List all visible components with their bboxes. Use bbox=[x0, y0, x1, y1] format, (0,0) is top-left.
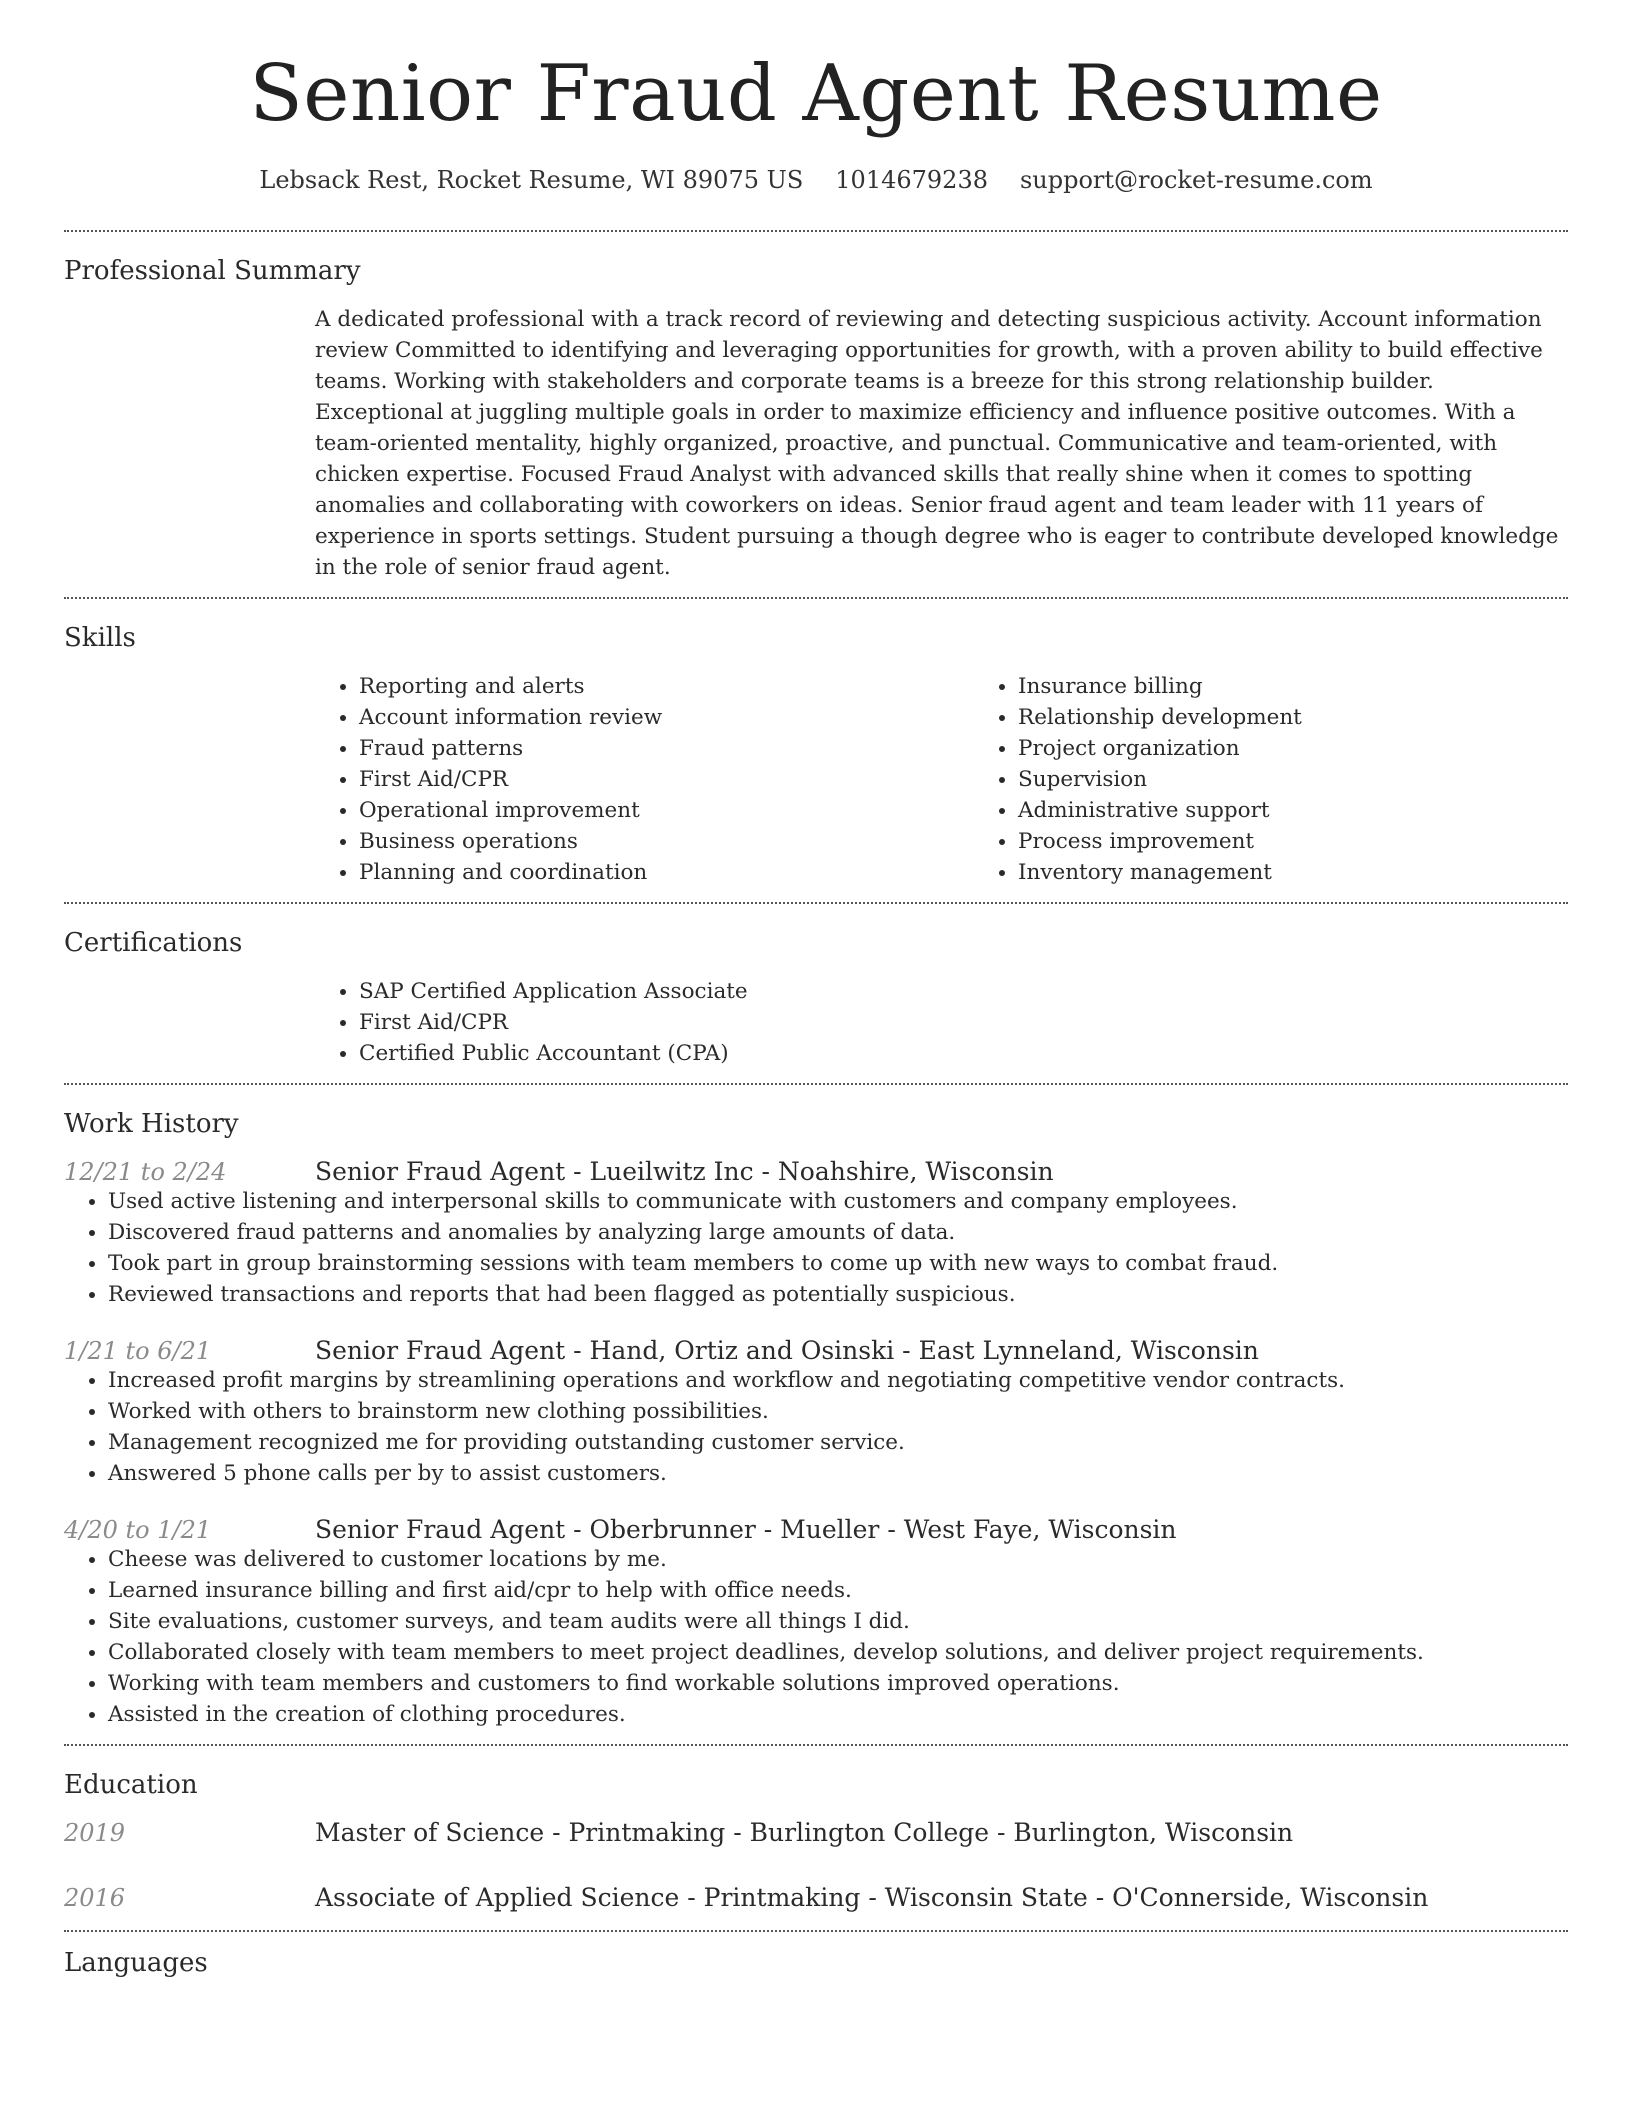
certification-item: • First Aid/CPR bbox=[359, 1007, 1568, 1038]
job-dates: 12/21 to 2/24 bbox=[64, 1157, 227, 1186]
work-history-section bbox=[64, 1085, 1568, 1730]
skill-item: • Reporting and alerts bbox=[359, 671, 974, 702]
skill-item: • Project organization bbox=[1018, 733, 1632, 764]
skill-item: • Business operations bbox=[359, 826, 974, 857]
skill-item: • Inventory management bbox=[1018, 857, 1632, 888]
skill-item: • Supervision bbox=[1018, 764, 1632, 795]
education-entry bbox=[64, 1883, 1568, 1912]
job-title: Senior Fraud Agent - Oberbrunner - Mueller - West Faye, Wisconsin bbox=[315, 1514, 1177, 1544]
education-degree: Associate of Applied Science - Printmaking bbox=[315, 1882, 861, 1912]
job-bullets bbox=[64, 1544, 1568, 1730]
certifications-section bbox=[64, 904, 1568, 1083]
education-entry bbox=[64, 1818, 1568, 1847]
job-bullet: • Working with team members and customers to find workable solutions improved operations. bbox=[108, 1668, 1568, 1699]
job-dates: 1/21 to 6/21 bbox=[64, 1336, 212, 1365]
job-entry bbox=[64, 1336, 1568, 1489]
job-bullets bbox=[64, 1186, 1568, 1310]
certification-item: • SAP Certified Application Associate bbox=[359, 976, 1568, 1007]
skills-section bbox=[64, 599, 1568, 902]
job-title: Senior Fraud Agent - Hand, Ortiz and Osinski - East Lynneland, Wisconsin bbox=[315, 1335, 1259, 1365]
job-bullet: • Discovered fraud patterns and anomalies by analyzing large amounts of data. bbox=[108, 1217, 1568, 1248]
skill-item: • Fraud patterns bbox=[359, 733, 974, 764]
job-bullet: • Worked with others to brainstorm new clothing possibilities. bbox=[108, 1396, 1568, 1427]
job-bullet: • Answered 5 phone calls per by to assist customers. bbox=[108, 1458, 1568, 1489]
languages-section bbox=[64, 1932, 1568, 2010]
job-bullet: • Collaborated closely with team members to meet project deadlines, develop solutions, and deliver project requirements. bbox=[108, 1637, 1568, 1668]
education-section bbox=[64, 1746, 1568, 1912]
skill-item: • Operational improvement bbox=[359, 795, 974, 826]
certification-item: • Certified Public Accountant (CPA) bbox=[359, 1038, 1568, 1069]
languages-heading: Languages bbox=[64, 1947, 208, 1978]
education-heading: Education bbox=[64, 1769, 198, 1800]
skill-item: • Administrative support bbox=[1018, 795, 1632, 826]
summary-text: A dedicated professional with a track record of reviewing and detecting suspicious activity. Account information review Committed to identifying and leveraging opportunities for growth, with a proven ability to build effective teams. Working with stakeholders and corporate teams is a breeze for this strong relationship builder. Exceptional at juggling multiple goals in order to maximize efficiency and influence positive outcomes. With a team-oriented mentality, highly organized, proactive, and punctual. Communicative and team-oriented, with chicken expertise. Focused Fraud Analyst with advanced skills that really shine when it comes to spotting anomalies and collaborating with coworkers on ideas. Senior fraud agent and team leader with 11 years of experience in sports settings. Student pursuing a though degree who is eager to contribute developed knowledge in the role of senior fraud agent. bbox=[315, 306, 1559, 580]
job-bullets bbox=[64, 1365, 1568, 1489]
work-history-heading: Work History bbox=[64, 1108, 239, 1139]
skills-heading: Skills bbox=[64, 622, 136, 653]
contact-line bbox=[64, 166, 1568, 194]
education-year: 2019 bbox=[64, 1818, 126, 1847]
summary-section bbox=[64, 232, 1568, 597]
skill-item: • Process improvement bbox=[1018, 826, 1632, 857]
education-year: 2016 bbox=[64, 1883, 126, 1912]
skills-list-left bbox=[315, 671, 974, 888]
certifications-heading: Certifications bbox=[64, 927, 243, 958]
job-entry bbox=[64, 1515, 1568, 1730]
summary-heading: Professional Summary bbox=[64, 255, 361, 286]
skill-item: • Account information review bbox=[359, 702, 974, 733]
skill-item: • Planning and coordination bbox=[359, 857, 974, 888]
job-bullet: • Cheese was delivered to customer locations by me. bbox=[108, 1544, 1568, 1575]
education-degree: Master of Science - Printmaking bbox=[315, 1817, 726, 1847]
contact-address: Lebsack Rest, Rocket Resume, WI 89075 US bbox=[259, 165, 804, 194]
skills-list-right bbox=[974, 671, 1632, 888]
certifications-list bbox=[315, 976, 1568, 1069]
resume-title: Senior Fraud Agent Resume bbox=[249, 49, 1383, 139]
job-entry bbox=[64, 1157, 1568, 1310]
skill-item: • First Aid/CPR bbox=[359, 764, 974, 795]
skill-item: • Insurance billing bbox=[1018, 671, 1632, 702]
job-bullet: • Assisted in the creation of clothing procedures. bbox=[108, 1699, 1568, 1730]
contact-phone: 1014679238 bbox=[835, 165, 988, 194]
job-bullet: • Used active listening and interpersonal skills to communicate with customers and company employees. bbox=[108, 1186, 1568, 1217]
job-bullet: • Site evaluations, customer surveys, and team audits were all things I did. bbox=[108, 1606, 1568, 1637]
job-bullet: • Increased profit margins by streamlining operations and workflow and negotiating competitive vendor contracts. bbox=[108, 1365, 1568, 1396]
job-dates: 4/20 to 1/21 bbox=[64, 1515, 212, 1544]
job-title: Senior Fraud Agent - Lueilwitz Inc - Noahshire, Wisconsin bbox=[315, 1156, 1054, 1186]
resume-header bbox=[64, 0, 1568, 194]
education-school: - Burlington College - Burlington, Wisconsin bbox=[725, 1817, 1294, 1847]
contact-email: support@rocket-resume.com bbox=[1019, 165, 1373, 194]
job-bullet: • Took part in group brainstorming sessions with team members to come up with new ways to combat fraud. bbox=[108, 1248, 1568, 1279]
skill-item: • Relationship development bbox=[1018, 702, 1632, 733]
job-bullet: • Reviewed transactions and reports that had been flagged as potentially suspicious. bbox=[108, 1279, 1568, 1310]
education-school: - Wisconsin State - O'Connerside, Wisconsin bbox=[860, 1882, 1429, 1912]
job-bullet: • Learned insurance billing and first aid/cpr to help with office needs. bbox=[108, 1575, 1568, 1606]
job-bullet: • Management recognized me for providing outstanding customer service. bbox=[108, 1427, 1568, 1458]
